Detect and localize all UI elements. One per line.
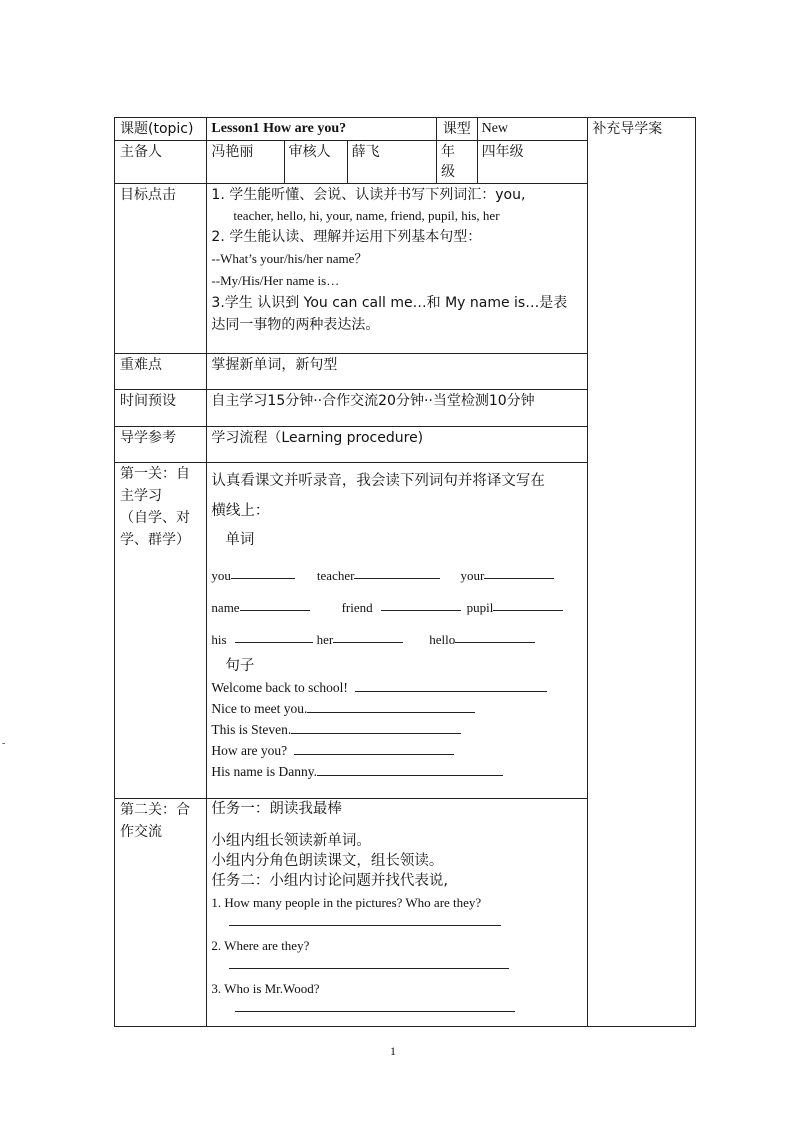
question-2: 2. Where are they? (211, 938, 310, 953)
stage2-content (207, 799, 588, 1027)
reviewer-label: 审核人 (284, 141, 347, 184)
objective-line-4: --What’s your/his/her name？ (211, 251, 368, 266)
preparer-value: 冯艳丽 (207, 141, 284, 184)
word-friend: friend (341, 600, 373, 615)
task1-item-2: 小组内分角色朗读课文，组长领读。 (211, 853, 444, 869)
stage1-label-line-3: （自学、对 (120, 510, 190, 526)
stage1-intro-1: 认真看课文并听录音，我会读下列词句并将译文写在 (211, 473, 545, 489)
grade-label: 年级 (436, 141, 477, 184)
answer-blank[interactable] (484, 566, 554, 579)
answer-blank[interactable] (333, 630, 403, 643)
sentence-4-text: How are you? (211, 743, 288, 758)
answer-line-1[interactable] (229, 913, 501, 926)
objective-line-1: 1. 学生能听懂、会说、认读并书写下列词汇：you, (211, 187, 526, 203)
answer-blank[interactable] (455, 630, 535, 643)
task1-item-1: 小组内组长领读新单词。 (211, 833, 371, 849)
objectives-label: 目标点击 (115, 184, 207, 354)
time-value: 自主学习15分钟··合作交流20分钟··当堂检测10分钟 (207, 390, 588, 427)
words-title: 单词 (225, 532, 255, 548)
sentence-3 (211, 720, 583, 741)
answer-blank[interactable] (294, 742, 454, 755)
supplement-label: 补充导学案 (592, 121, 663, 137)
answer-blank[interactable] (235, 630, 313, 643)
difficulty-value: 掌握新单词，新句型 (207, 354, 588, 390)
stage1-label-line-4: 学、群学） (120, 532, 190, 548)
word-his: his (211, 632, 227, 647)
sentence-5-text: His name is Danny. (211, 764, 318, 779)
difficulty-label: 重难点 (115, 354, 207, 390)
topic-label: 课题(topic) (115, 118, 207, 141)
word-hello: hello (429, 632, 456, 647)
question-1: 1. How many people in the pictures? Who are they? (211, 895, 482, 910)
type-label: 课型 (436, 118, 477, 141)
time-label: 时间预设 (115, 390, 207, 427)
header-row (115, 118, 696, 141)
answer-blank[interactable] (240, 598, 310, 611)
answer-blank[interactable] (493, 598, 563, 611)
answer-blank[interactable] (307, 700, 475, 713)
word-row-1 (211, 566, 583, 586)
word-name: name (211, 600, 240, 615)
objective-line-7: 达同一事物的两种表达法。 (211, 317, 380, 333)
stage1-label-line-2: 主学习 (120, 488, 162, 504)
topic-value: Lesson1 How are you? (207, 118, 437, 141)
answer-blank[interactable] (381, 598, 461, 611)
reviewer-value: 薛飞 (347, 141, 436, 184)
answer-blank[interactable] (317, 763, 503, 776)
stage2-label (115, 799, 207, 1027)
answer-blank[interactable] (231, 566, 295, 579)
sentence-1 (211, 678, 583, 699)
task2-title: 任务二：小组内讨论问题并找代表说, (211, 873, 449, 889)
objective-line-5: --My/His/Her name is… (211, 273, 340, 288)
task1-title: 任务一：朗读我最棒 (211, 801, 342, 817)
answer-blank[interactable] (355, 679, 547, 692)
preparer-label: 主备人 (115, 141, 207, 184)
word-row-3 (211, 630, 583, 650)
page-number: 1 (390, 1044, 396, 1058)
stage2-label-line-1: 第二关：合 (120, 802, 190, 818)
sentence-5 (211, 762, 583, 783)
objective-line-3: 2. 学生能认读、理解并运用下列基本句型： (211, 229, 482, 245)
sentences-title: 句子 (225, 658, 255, 674)
grade-value: 四年级 (477, 141, 588, 184)
guide-label: 导学参考 (115, 427, 207, 463)
sentence-2 (211, 699, 583, 720)
margin-mark: - (2, 738, 6, 749)
stage1-label (115, 463, 207, 799)
word-her: her (316, 632, 334, 647)
stage1-label-line-1: 第一关：自 (120, 466, 190, 482)
question-3: 3. Who is Mr.Wood? (211, 981, 320, 996)
stage2-label-line-2: 作交流 (120, 824, 162, 840)
sentence-4 (211, 741, 583, 762)
type-value: New (477, 118, 588, 141)
objective-line-2: teacher, hello, hi, your, name, friend, pupil, his, her (233, 208, 500, 223)
word-your: your (460, 568, 485, 583)
answer-line-3[interactable] (235, 999, 515, 1012)
sentence-1-text: Welcome back to school! (211, 680, 348, 695)
word-you: you (211, 568, 231, 583)
lesson-plan-table (114, 117, 696, 1027)
objectives-content (207, 184, 588, 354)
supplement-column (588, 118, 696, 1027)
word-pupil: pupil (466, 600, 494, 615)
word-teacher: teacher (316, 568, 355, 583)
answer-blank[interactable] (291, 721, 461, 734)
answer-blank[interactable] (354, 566, 440, 579)
answer-line-2[interactable] (229, 956, 509, 969)
sentence-3-text: This is Steven. (211, 722, 292, 737)
sentence-2-text: Nice to meet you. (211, 701, 308, 716)
stage1-intro-2: 横线上： (211, 503, 270, 519)
guide-value: 学习流程（Learning procedure) (207, 427, 588, 463)
objective-line-6: 3.学生 认识到 You can call me…和 My name is…是表 (211, 295, 568, 311)
word-row-2 (211, 598, 583, 618)
stage1-content (207, 463, 588, 799)
